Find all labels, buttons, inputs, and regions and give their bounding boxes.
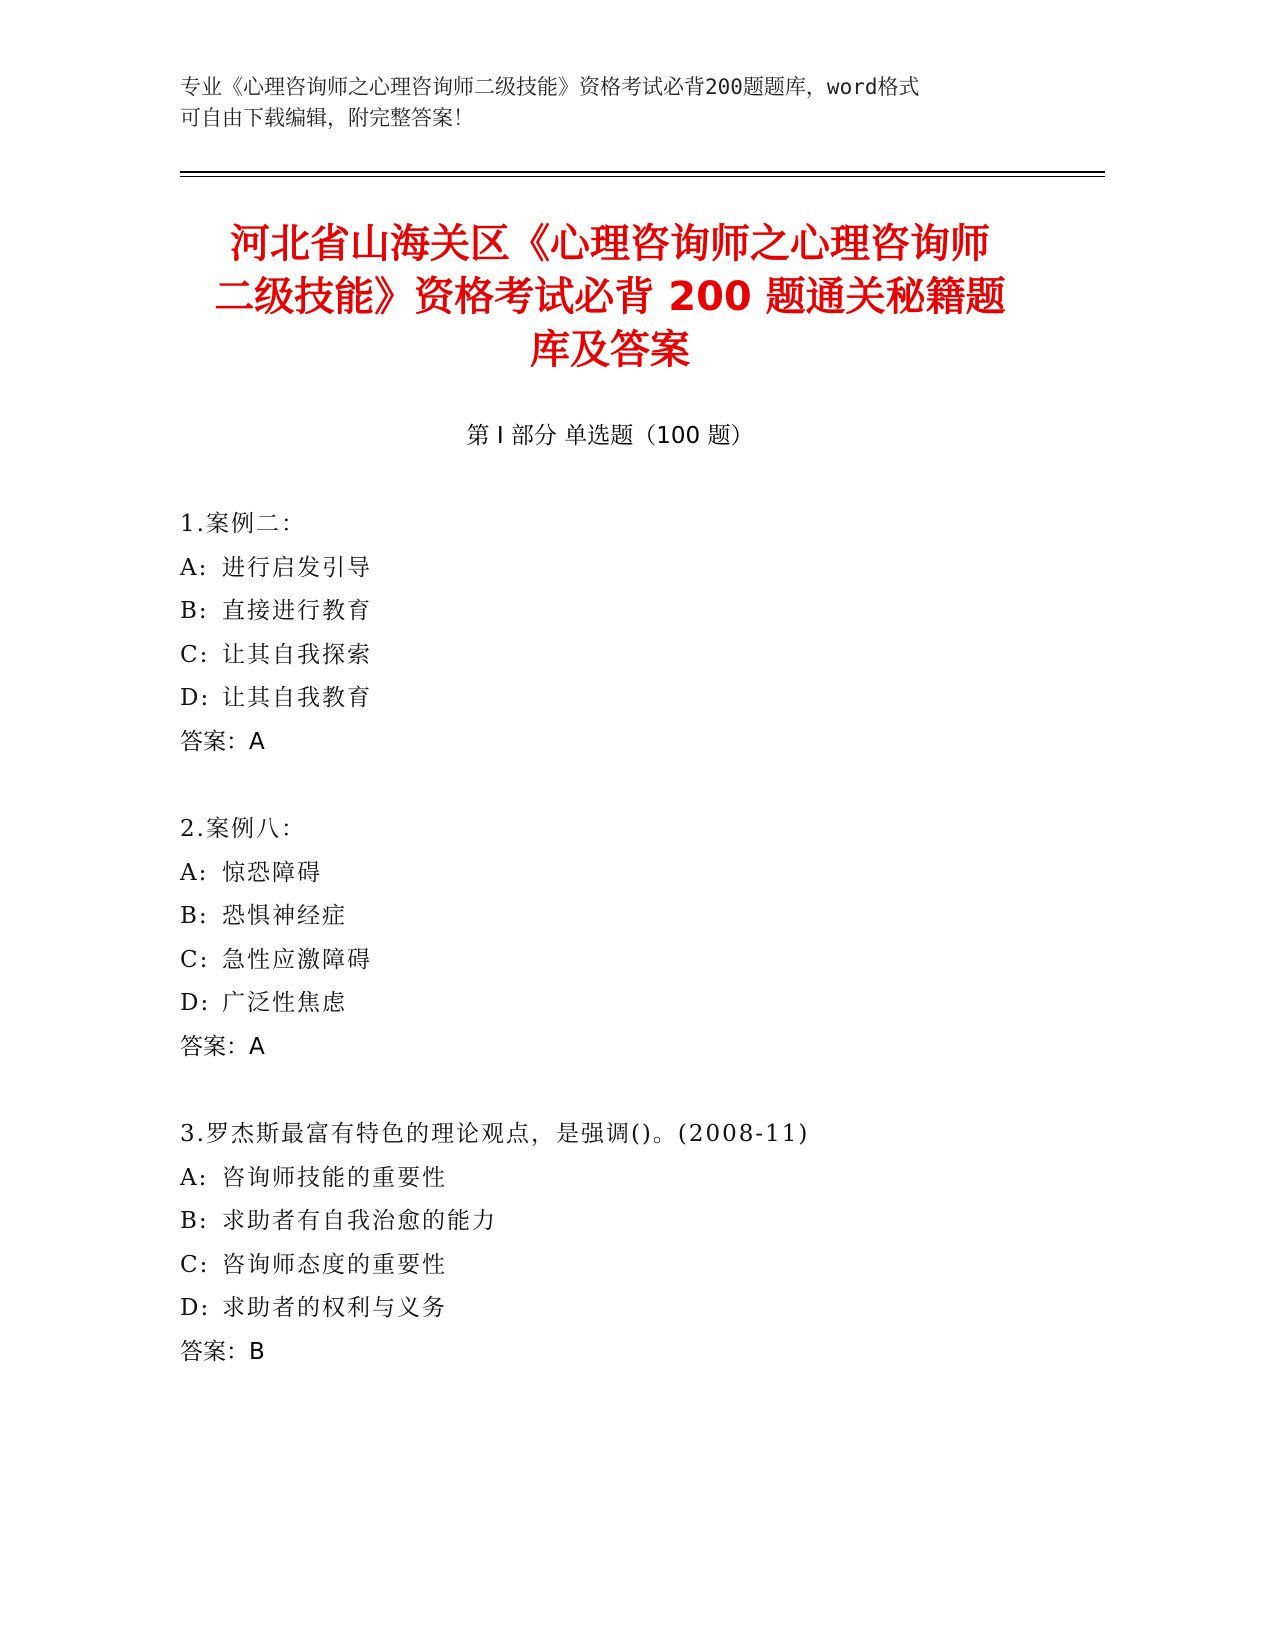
answer-line: 答案：B [180, 1338, 265, 1365]
option-letter: A: [180, 1164, 209, 1191]
document-title-line-3: 库及答案 [530, 327, 690, 373]
option-letter: D: [180, 990, 211, 1016]
option-text: 咨询师技能的重要性 [222, 1164, 447, 1191]
option-text: 恐惧神经症 [222, 903, 347, 929]
option-text: 咨询师态度的重要性 [222, 1251, 447, 1278]
document-title [180, 218, 1040, 377]
document-title-line-1: 河北省山海关区《心理咨询师之心理咨询师 [230, 221, 990, 267]
option-a [180, 1157, 1080, 1201]
header-note [180, 72, 1060, 134]
option-letter: B: [180, 903, 209, 929]
option-letter: B: [180, 598, 209, 624]
option-a [180, 547, 1080, 591]
option-c [180, 939, 1080, 983]
header-divider-thick [180, 171, 1105, 173]
option-text: 让其自我教育 [222, 685, 372, 711]
option-b [180, 895, 1080, 939]
option-letter: B: [180, 1208, 209, 1234]
question-3 [180, 1113, 1080, 1374]
option-letter: A: [180, 859, 209, 886]
option-letter: C: [180, 641, 210, 668]
option-text: 求助者的权利与义务 [222, 1295, 447, 1321]
answer-line: 答案：A [180, 728, 265, 755]
question-2 [180, 808, 1080, 1069]
option-text: 进行启发引导 [222, 554, 372, 581]
option-a [180, 852, 1080, 896]
option-text: 急性应激障碍 [222, 946, 372, 973]
question-stem: 2.案例八： [180, 816, 306, 842]
option-letter: A: [180, 554, 209, 581]
option-c [180, 1244, 1080, 1288]
option-b [180, 1200, 1080, 1244]
option-d [180, 677, 1080, 721]
option-text: 广泛性焦虑 [222, 990, 347, 1016]
option-text: 惊恐障碍 [222, 859, 322, 886]
option-b [180, 590, 1080, 634]
question-1 [180, 503, 1080, 764]
option-letter: C: [180, 946, 210, 973]
section-title: 第 I 部分 单选题（100 题） [466, 423, 754, 449]
option-letter: C: [180, 1251, 210, 1278]
header-note-line-2: 可自由下载编辑，附完整答案！ [180, 106, 474, 130]
document-title-line-2: 二级技能》资格考试必背 200 题通关秘籍题 [214, 274, 1006, 320]
question-stem: 1.案例二： [180, 511, 306, 537]
question-stem: 3.罗杰斯最富有特色的理论观点，是强调()。(2008-11) [180, 1121, 810, 1147]
option-text: 直接进行教育 [222, 598, 372, 624]
header-note-line-1: 专业《心理咨询师之心理咨询师二级技能》资格考试必背200题题库，word格式 [180, 75, 920, 99]
option-letter: D: [180, 685, 211, 711]
option-d [180, 982, 1080, 1026]
option-text: 让其自我探索 [222, 641, 372, 668]
option-text: 求助者有自我治愈的能力 [222, 1208, 497, 1234]
answer-line: 答案：A [180, 1033, 265, 1060]
option-c [180, 634, 1080, 678]
option-d [180, 1287, 1080, 1331]
option-letter: D: [180, 1295, 211, 1321]
header-divider-thin [180, 176, 1105, 177]
